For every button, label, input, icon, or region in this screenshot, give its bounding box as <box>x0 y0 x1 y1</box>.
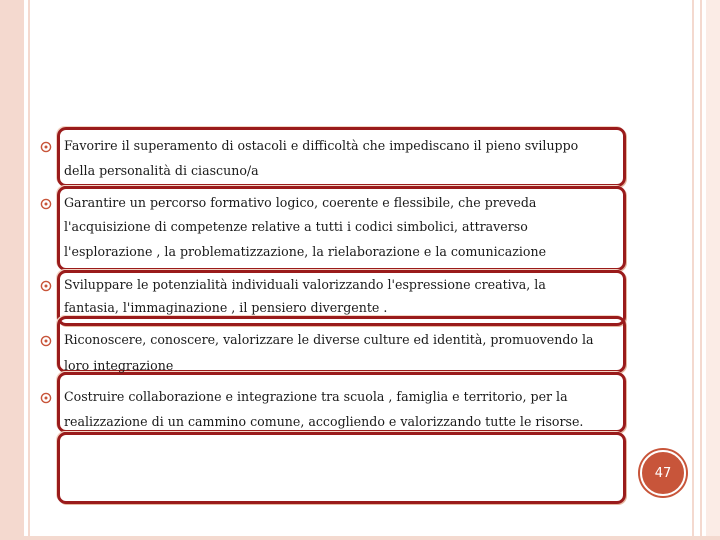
bullet-4-line-1: Riconoscere, conoscere, valorizzare le diverse culture ed identità, promuovendo la <box>64 332 594 347</box>
bullet-3-line-2: fantasia, l'immaginazione , il pensiero divergente . <box>64 300 388 315</box>
bullet-5-line-2: realizzazione di un cammino comune, accogliendo e valorizzando tutte le risorse. <box>64 414 584 429</box>
bullet-2-line-1: Garantire un percorso formativo logico, coerente e flessibile, che preveda <box>64 195 537 210</box>
bullet-icon <box>40 141 52 153</box>
bullet-1-line-2: della personalità di ciascuno/a <box>64 163 259 178</box>
left-decorative-bar <box>0 0 24 540</box>
right-decorative-band <box>706 0 720 540</box>
page-number-badge: 47 <box>640 450 686 496</box>
bullet-icon <box>40 335 52 347</box>
right-decorative-rule <box>700 0 702 540</box>
bullet-2-line-3: l'esplorazione , la problematizzazione, la rielaborazione e la comunicazione <box>64 244 547 259</box>
bottom-decorative-band <box>0 536 720 540</box>
bullet-icon <box>40 280 52 292</box>
bullet-3-line-1: Sviluppare le potenzialità individuali valorizzando l'espressione creativa, la <box>64 277 546 292</box>
bullet-2-line-2: l'acquisizione di competenze relative a tutti i codici simbolici, attraverso <box>64 219 528 234</box>
left-decorative-line <box>28 0 30 540</box>
bullet-5-line-1: Costruire collaborazione e integrazione tra scuola , famiglia e territorio, per la <box>64 389 568 404</box>
empty-content-box <box>57 432 626 504</box>
bullet-4-line-2: loro integrazione <box>64 358 174 373</box>
bullet-icon <box>40 392 52 404</box>
bullet-icon <box>40 198 52 210</box>
content-box <box>57 127 626 187</box>
right-decorative-rule <box>692 0 694 540</box>
bullet-1-line-1: Favorire il superamento di ostacoli e difficoltà che impediscano il pieno sviluppo <box>64 138 579 153</box>
